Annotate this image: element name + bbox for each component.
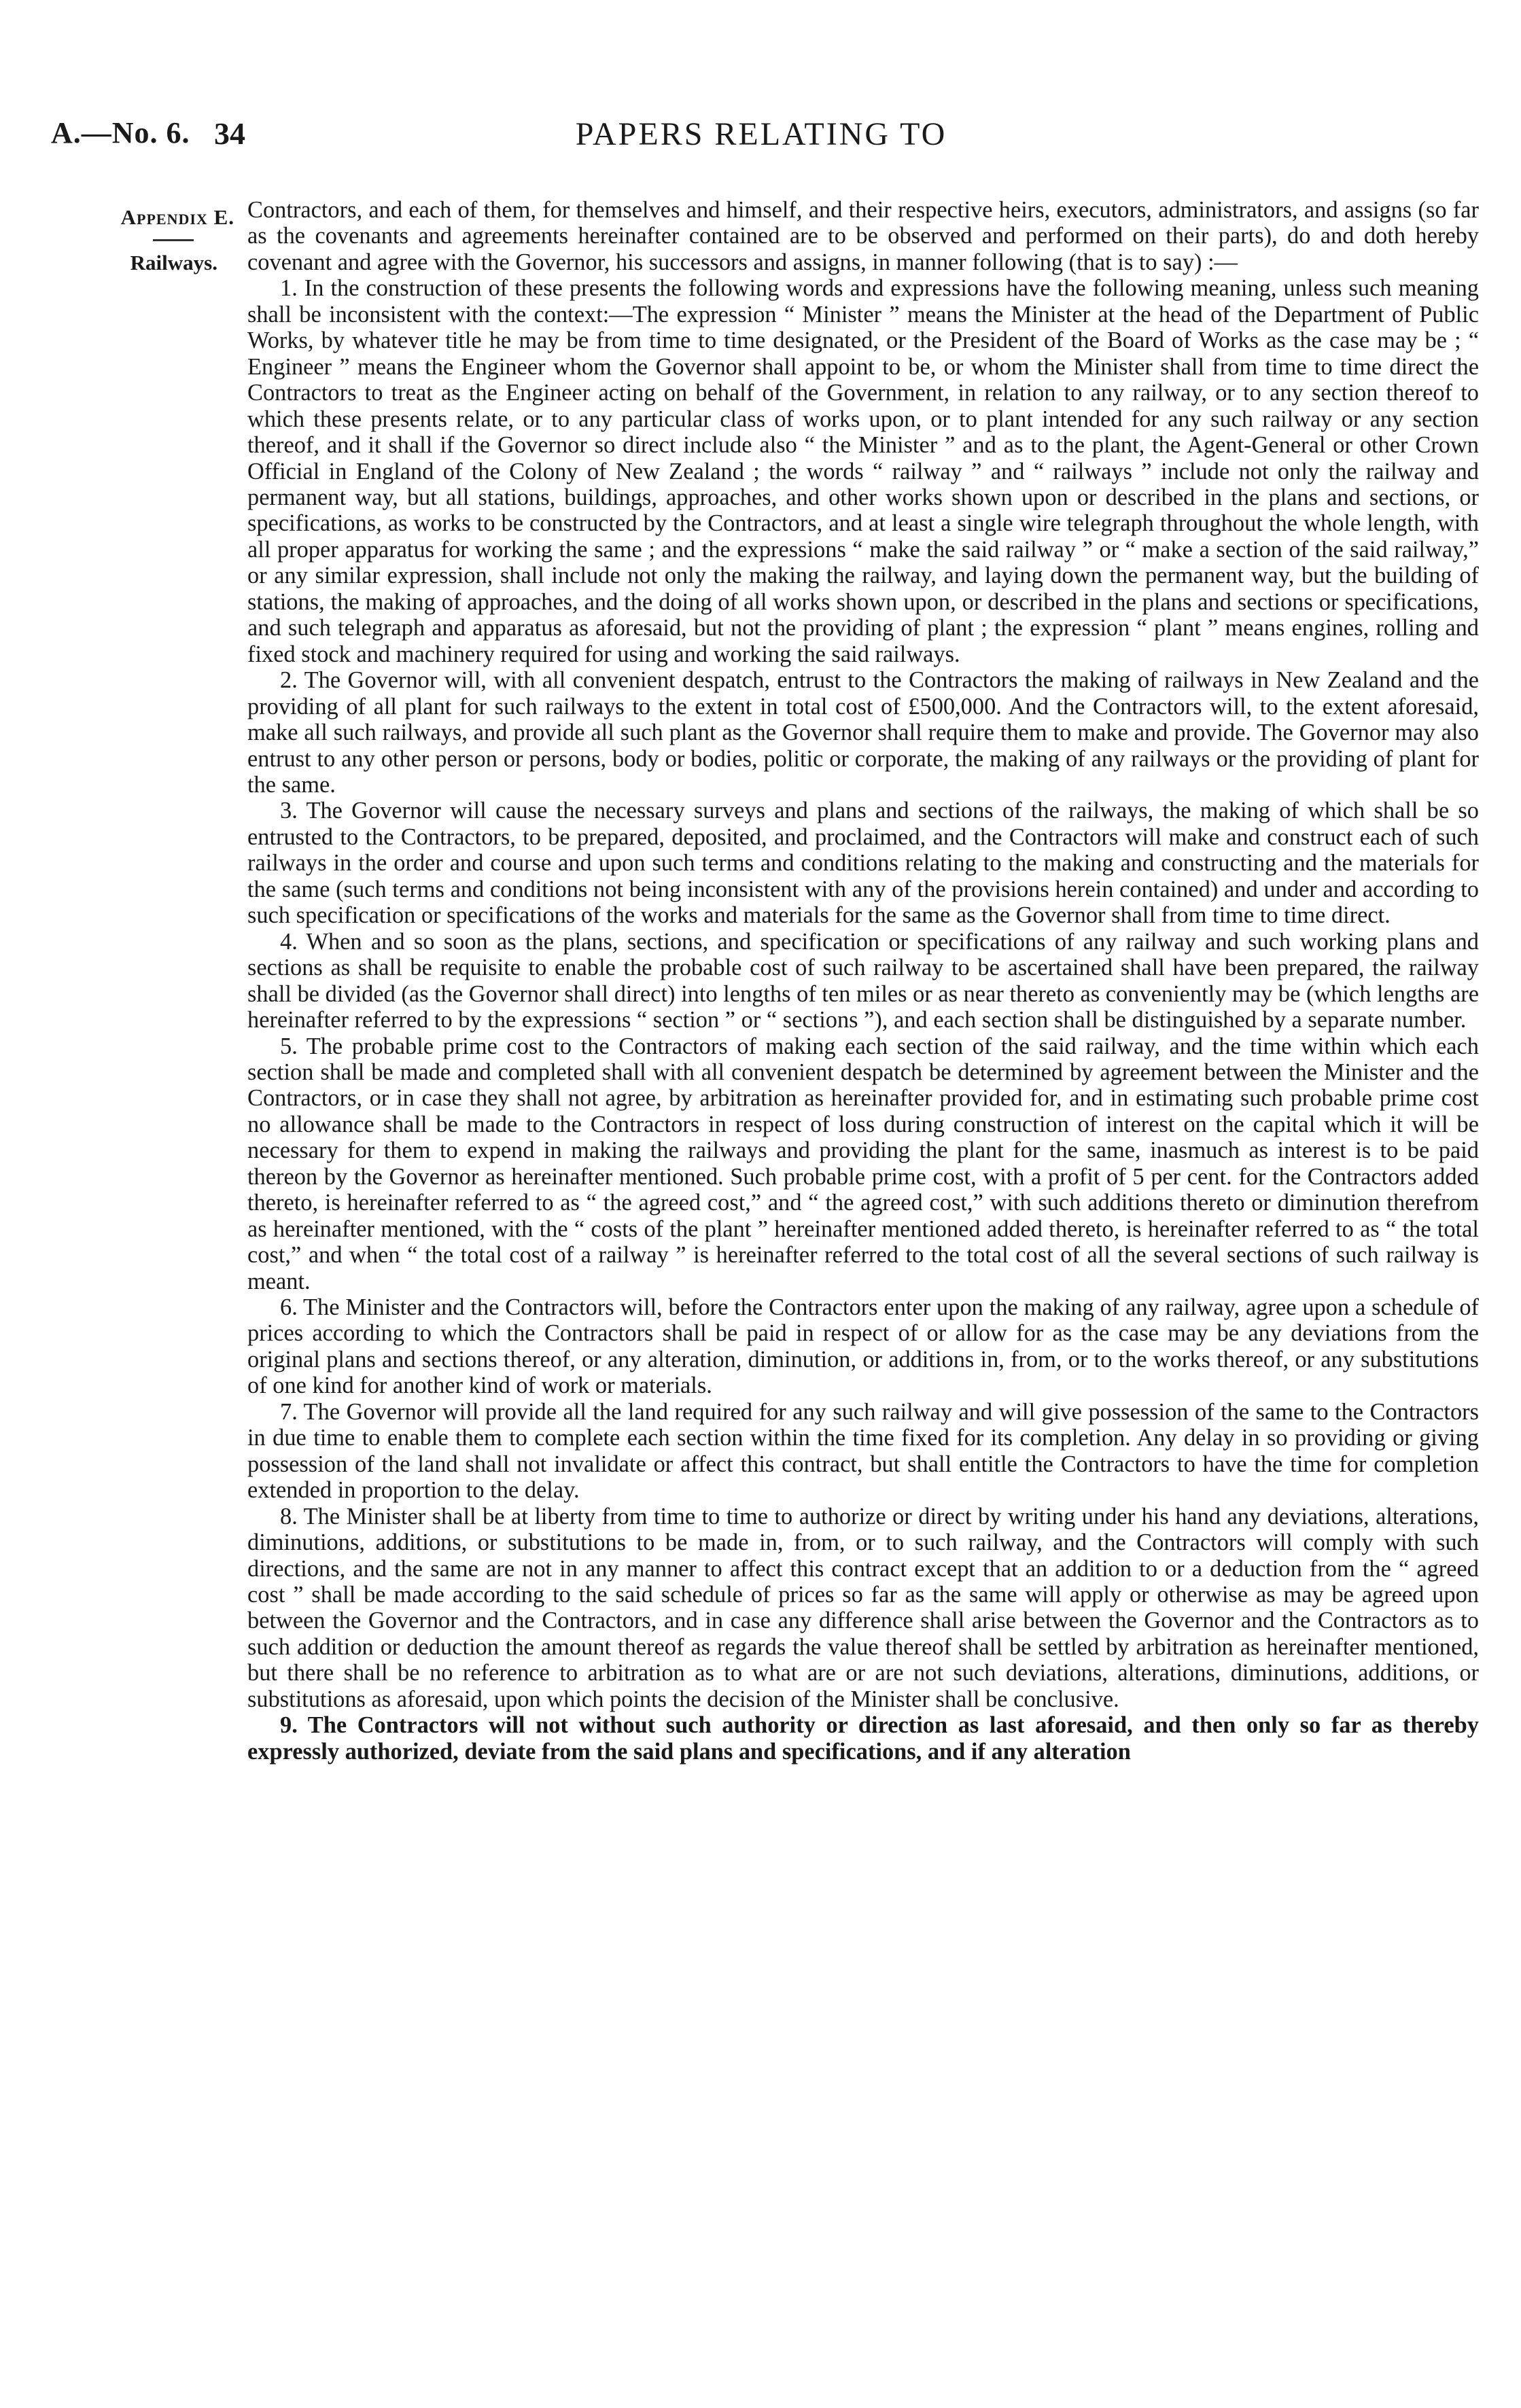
paragraph-1: 1. In the construction of these presents the following words and expressions have the following meaning, unless such meaning shall be inconsistent with the context:—The expression “ Minister ” means the Minister at the head of the Department of Public Works, by whatever title he may be from time to time designated, or the President of the Board of Works as the case may be ; “ Engineer ” means the Engineer whom the Governor shall appoint to be, or whom the Minister shall from time to time direct the Contractors to treat as the Engineer acting on behalf of the Government, in relation to any railway, or to any section thereof to which these presents relate, or to any particular class of works upon, or to plant intended for any such railway or any section thereof, and it shall if the Governor so direct include also “ the Minister ” and as to the plant, the Agent-General or other Crown Official in England of the Colony of New Zealand ; the words “ railway ” and “ railways ” include not only the railway and permanent way, but all stations, buildings, approaches, and other works shown upon or described in the plans and sections, or specifications, as works to be constructed by the Contractors, and at least a single wire telegraph throughout the whole length, with all proper apparatus for working the same ; and the expressions “ make the said railway ” or “ make a section of the said railway,” or any similar expression, shall include not only the making the railway, and laying down the permanent way, but the building of stations, the making of approaches, and the doing of all works shown upon, or described in the plans and sections or specifications, and such telegraph and apparatus as aforesaid, but not the providing of plant ; the expression “ plant ” means engines, rolling and fixed stock and machinery required for using and working the said railways.: [247, 275, 1479, 667]
running-title: PAPERS RELATING TO: [575, 116, 947, 152]
margin-note: [51, 205, 234, 275]
paragraph-3: 3. The Governor will cause the necessary surveys and plans and sections of the railways, the making of which shall be so entrusted to the Contractors, to be prepared, deposited, and proclaimed, and the Contractors will make and construct each of such railways in the order and course and upon such terms and conditions relating to the making and constructing and the materials for the same (such terms and conditions not being inconsistent with any of the provisions herein contained) and under and according to such specification or specifications of the works and materials for the same as the Governor shall from time to time direct.: [247, 798, 1479, 929]
page-header: [51, 116, 1471, 163]
paragraph-6: 6. The Minister and the Contractors will, before the Contractors enter upon the making of any railway, agree upon a schedule of prices according to which the Contractors shall be paid in respect of or allow for as the case may be any deviations from the original plans and sections thereof, or any alteration, diminution, or additions in, from, or to the works thereof, or any substitutions of one kind for another kind of work or materials.: [247, 1294, 1479, 1399]
paragraph-8: 8. The Minister shall be at liberty from time to time to authorize or direct by writing under his hand any deviations, alterations, diminutions, additions, or substitutions to be made in, from, or to such railway, and the Contractors will comply with such directions, and the same are not in any manner to affect this contract except that an addition to or a deduction from the “ agreed cost ” shall be made according to the said schedule of prices so far as the same will apply or otherwise as may be agreed upon between the Governor and the Contractors, and in case any difference shall arise between the Governor and the Contractors as to such addition or deduction the amount thereof as regards the value thereof shall be settled by arbitration as hereinafter mentioned, but there shall be no reference to arbitration as to what are or are not such deviations, alterations, diminutions, additions, or substitutions as aforesaid, upon which points the decision of the Minister shall be conclusive.: [247, 1503, 1479, 1712]
paragraph-4: 4. When and so soon as the plans, sections, and specification or specifications of any railway and such working plans and sections as shall be requisite to enable the probable cost of such railway to be ascertained shall have been prepared, the railway shall be divided (as the Governor shall direct) into lengths of ten miles or as near thereto as conveniently may be (which lengths are hereinafter referred to by the expressions “ section ” or “ sections ”), and each section shall be distinguished by a separate number.: [247, 928, 1479, 1033]
paragraph-5: 5. The probable prime cost to the Contractors of making each section of the said railway, and the time within which each section shall be made and completed shall with all convenient despatch be determined by agreement between the Minister and the Contractors, or in case they shall not agree, by arbitration as hereinafter provided for, and in estimating such probable prime cost no allowance shall be made to the Contractors in respect of loss during construction of interest on the capital which it will be necessary for them to expend in making the railways and providing the plant for the same, inasmuch as interest is to be paid thereon by the Governor as hereinafter mentioned. Such probable prime cost, with a profit of 5 per cent. for the Contractors added thereto, is hereinafter referred to as “ the agreed cost,” and “ the agreed cost,” with such additions thereto or diminution therefrom as hereinafter mentioned, with the “ costs of the plant ” hereinafter mentioned added thereto, is hereinafter referred to as “ the total cost,” and when “ the total cost of a railway ” is hereinafter referred to the total cost of all the several sections of such railway is meant.: [247, 1033, 1479, 1294]
margin-appendix: Appendix E.: [120, 205, 234, 229]
paragraph-9: 9. The Contractors will not without such authority or direction as last aforesaid, and then only so far as thereby expressly authorized, deviate from the said plans and specifications, and if any alteration: [247, 1712, 1479, 1765]
body-text: [247, 197, 1479, 2371]
margin-rule: [153, 239, 194, 241]
paragraph-preamble: Contractors, and each of them, for themselves and himself, and their respective heirs, executors, administrators, and assigns (so far as the covenants and agreements hereinafter contained are to be observed and performed on their parts), do and doth hereby covenant and agree with the Governor, his successors and assigns, in manner following (that is to say) :—: [247, 197, 1479, 275]
margin-section: Railways.: [130, 251, 217, 275]
page-number: 34: [214, 116, 245, 151]
paragraph-2: 2. The Governor will, with all convenient despatch, entrust to the Contractors the making of railways in New Zealand and the providing of all plant for such railways to the extent in total cost of £500,000. And the Contractors will, to the extent aforesaid, make all such railways, and provide all such plant as the Governor shall require them to make and provide. The Governor may also entrust to any other person or persons, body or bodies, politic or corporate, the making of any railways or the providing of plant for the same.: [247, 667, 1479, 798]
paper-reference: A.—No. 6.: [51, 116, 190, 149]
paragraph-7: 7. The Governor will provide all the land required for any such railway and will give possession of the same to the Contractors in due time to enable them to complete each section within the time fixed for its completion. Any delay in so providing or giving possession of the land shall not invalidate or affect this contract, but shall entitle the Contractors to have the time for completion extended in proportion to the delay.: [247, 1398, 1479, 1504]
